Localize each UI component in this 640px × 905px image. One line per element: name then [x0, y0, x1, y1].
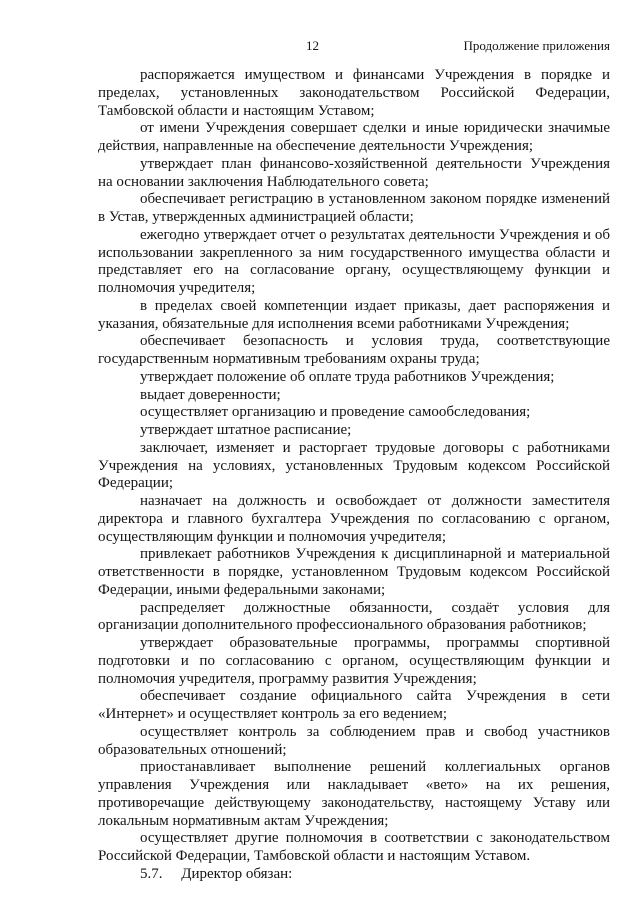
paragraph: заключает, изменяет и расторгает трудовые договоры с работниками Учреждения на условиях, установленных Трудовым кодексом Российской Федерации; [98, 439, 610, 492]
paragraph: приостанавливает выполнение решений коллегиальных органов управления Учреждения или накладывает «вето» на их решения, противоречащие действующему законодательству, настоящему Уставу или локальным нормативным актам Учреждения; [98, 759, 610, 829]
section-title: Директор обязан: [181, 865, 293, 882]
paragraph: обеспечивает безопасность и условия труда, соответствующие государственным нормативным требованиям охраны труда; [98, 333, 610, 367]
paragraph: привлекает работников Учреждения к дисциплинарной и материальной ответственности в порядке, установленном Трудовым кодексом Российской Федерации, иными федеральными законами; [98, 546, 610, 598]
paragraph: распределяет должностные обязанности, создаёт условия для организации дополнительного профессионального образования работников; [98, 599, 610, 634]
paragraph: утверждает образовательные программы, программы спортивной подготовки и по согласованию с органом, осуществляющим функции и полномочия учредителя, программу развития Учреждения; [98, 635, 610, 687]
body-text [98, 67, 610, 884]
paragraph: утверждает положение об оплате труда работников Учреждения; [140, 368, 555, 385]
section-heading [98, 866, 610, 884]
paragraph: распоряжается имуществом и финансами Учреждения в порядке и пределах, установленных законодательством Российской Федерации, Тамбовской области и настоящим Уставом; [98, 67, 610, 119]
paragraph: утверждает план финансово-хозяйственной деятельности Учреждения на основании заключения Наблюдательного совета; [98, 155, 610, 190]
page-number: 12 [306, 38, 319, 53]
paragraph: в пределах своей компетенции издает приказы, дает распоряжения и указания, обязательные для исполнения всеми работниками Учреждения; [98, 297, 610, 332]
header-note: Продолжение приложения [463, 38, 610, 53]
paragraph: утверждает штатное расписание; [140, 422, 352, 438]
paragraph: осуществляет другие полномочия в соответствии с законодательством Российской Федерации, Тамбовской области и настоящим Уставом. [98, 830, 610, 864]
paragraph: обеспечивает создание официального сайта Учреждения в сети «Интернет» и осуществляет контроль за его ведением; [98, 688, 610, 722]
paragraph: ежегодно утверждает отчет о результатах деятельности Учреждения и об использовании закрепленного за ним государственного имущества области и представляет его на согласование органу, осуществляющему функции и полномочия учредителя; [98, 226, 610, 296]
section-number: 5.7. [140, 865, 163, 882]
paragraph: выдает доверенности; [140, 386, 281, 403]
paragraph: осуществляет контроль за соблюдением прав и свобод участников образовательных отношений; [98, 723, 610, 758]
paragraph: обеспечивает регистрацию в установленном законом порядке изменений в Устав, утвержденных администрацией области; [98, 191, 610, 225]
paragraph: назначает на должность и освобождает от должности заместителя директора и главного бухгалтера Учреждения по согласованию с органом, осуществляющим функции и полномочия учредителя; [98, 493, 610, 545]
paragraph: осуществляет организацию и проведение самообследования; [140, 404, 531, 421]
paragraph: от имени Учреждения совершает сделки и иные юридически значимые действия, направленные на обеспечение деятельности Учреждения; [98, 120, 610, 154]
